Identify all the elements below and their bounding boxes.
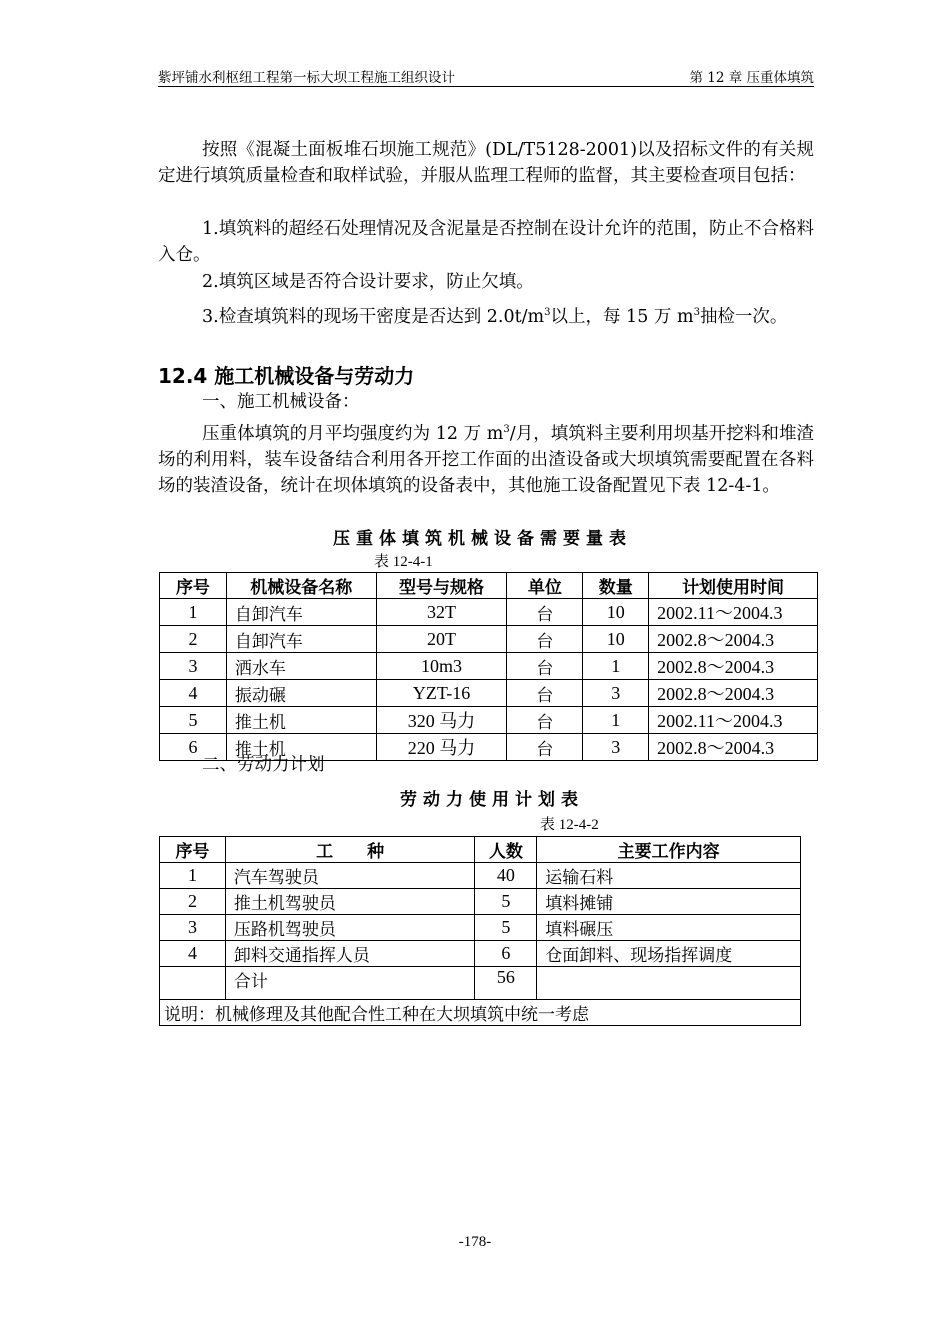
table-cell: 推土机: [226, 707, 376, 734]
column-header: 数量: [583, 573, 649, 599]
table1-title: 压重体填筑机械设备需要量表: [333, 529, 632, 549]
total-label-cell: 合计: [225, 967, 474, 1000]
table-header-row: [160, 837, 801, 863]
table-cell: 2002.8～2004.3: [649, 680, 818, 707]
table-cell: 填料摊铺: [537, 889, 801, 915]
table-cell: 4: [160, 941, 226, 967]
column-header: 工 种: [225, 837, 474, 863]
table-cell: 卸料交通指挥人员: [225, 941, 474, 967]
column-header: 计划使用时间: [649, 573, 818, 599]
table-row: [160, 707, 818, 734]
table-cell: 1: [583, 707, 649, 734]
table-cell: 10: [583, 599, 649, 626]
labor-table: [159, 836, 801, 1026]
table-cell: 6: [475, 941, 537, 967]
column-header: 序号: [160, 573, 227, 599]
table-cell: 1: [583, 653, 649, 680]
table-cell: [537, 967, 801, 1000]
table-cell: 2002.11～2004.3: [649, 707, 818, 734]
subsection-labor: 二、劳动力计划: [202, 755, 325, 775]
table-cell: 自卸汽车: [226, 599, 376, 626]
check-item-1: 1.填筑料的超经石处理情况及含泥量是否控制在设计允许的范围，防止不合格料入仓。: [158, 219, 814, 265]
table-cell: 汽车驾驶员: [225, 863, 474, 889]
column-header: 机械设备名称: [226, 573, 376, 599]
table-total-row: [160, 967, 801, 1000]
table-row: [160, 863, 801, 889]
table-header-row: [160, 573, 818, 599]
table-cell: 洒水车: [226, 653, 376, 680]
table-cell: 10m3: [376, 653, 507, 680]
table-cell: 1: [160, 863, 226, 889]
page-header: [158, 64, 814, 87]
table-cell: 运输石料: [537, 863, 801, 889]
table-note: 说明：机械修理及其他配合性工种在大坝填筑中统一考虑: [160, 1000, 801, 1026]
table-cell: 推土机驾驶员: [225, 889, 474, 915]
table-cell: 自卸汽车: [226, 626, 376, 653]
column-header: 主要工作内容: [537, 837, 801, 863]
table-cell: 3: [160, 915, 226, 941]
total-value-cell: 56: [475, 967, 537, 1000]
table-cell: 5: [475, 915, 537, 941]
column-header: 人数: [475, 837, 537, 863]
table-cell: [160, 967, 226, 1000]
table-cell: 40: [475, 863, 537, 889]
table-row: [160, 626, 818, 653]
column-header: 型号与规格: [376, 573, 507, 599]
table-cell: 台: [507, 599, 583, 626]
table-cell: 2002.8～2004.3: [649, 653, 818, 680]
table-cell: 2002.8～2004.3: [649, 626, 818, 653]
header-document-title: 紫坪铺水利枢纽工程第一标大坝工程施工组织设计: [158, 70, 455, 86]
table-cell: 台: [507, 734, 583, 761]
machinery-paragraph: 压重体填筑的月平均强度约为 12 万 $m^3/$月，填筑料主要利用坝基开挖料和堆渣场的利用料，装车设备结合利用各开挖工作面的出渣设备或大坝填筑需要配置在各料场的装渣设备，统计在坝体填筑的设备表中，其他施工设备配置见下表 12-4-1。: [158, 423, 814, 496]
header-chapter-title: 第 12 章 压重体填筑: [689, 70, 814, 86]
table-row: [160, 599, 818, 626]
column-header: 序号: [160, 837, 226, 863]
table-cell: 20T: [376, 626, 507, 653]
table-cell: 2002.8～2004.3: [649, 734, 818, 761]
check-item-2: 2.填筑区域是否符合设计要求，防止欠填。: [202, 272, 534, 292]
table-cell: 台: [507, 680, 583, 707]
table-row: [160, 941, 801, 967]
table-cell: 台: [507, 707, 583, 734]
table-cell: 320 马力: [376, 707, 507, 734]
table-cell: 压路机驾驶员: [225, 915, 474, 941]
table-cell: 仓面卸料、现场指挥调度: [537, 941, 801, 967]
table-cell: 6: [160, 734, 227, 761]
table2-number: 表 12-4-2: [540, 817, 599, 833]
table-row: [160, 915, 801, 941]
table-cell: 4: [160, 680, 227, 707]
table1-number: 表 12-4-1: [374, 554, 433, 570]
table-cell: 3: [583, 680, 649, 707]
table-cell: 3: [160, 653, 227, 680]
table-row: [160, 889, 801, 915]
check-item-3: 3.检查填筑料的现场干密度是否达到 $2.0t/m^3$以上，每 15 万 $m^3$抽检一次。: [202, 306, 788, 327]
subsection-machinery: 一、施工机械设备：: [202, 392, 360, 412]
table-cell: YZT-16: [376, 680, 507, 707]
table-cell: 220 马力: [376, 734, 507, 761]
table-row: [160, 680, 818, 707]
table-cell: 振动碾: [226, 680, 376, 707]
table-cell: 台: [507, 653, 583, 680]
table-cell: 3: [583, 734, 649, 761]
table-cell: 推土机: [226, 734, 376, 761]
page-number: -178-: [458, 1234, 492, 1250]
intro-paragraph: 按照《混凝土面板堆石坝施工规范》(DL/T5128-2001)以及招标文件的有关规定进行填筑质量检查和取样试验，并服从监理工程师的监督，其主要检查项目包括：: [158, 140, 814, 186]
table-cell: 2002.11～2004.3: [649, 599, 818, 626]
table-cell: 10: [583, 626, 649, 653]
table-cell: 1: [160, 599, 227, 626]
table-cell: 32T: [376, 599, 507, 626]
table-cell: 填料碾压: [537, 915, 801, 941]
table-cell: 2: [160, 626, 227, 653]
table2-title: 劳动力使用计划表: [400, 790, 584, 810]
table-cell: 5: [160, 707, 227, 734]
table-cell: 台: [507, 626, 583, 653]
table-row: [160, 653, 818, 680]
column-header: 单位: [507, 573, 583, 599]
section-heading: 12.4 施工机械设备与劳动力: [158, 364, 415, 388]
table-cell: 5: [475, 889, 537, 915]
machinery-table: [159, 572, 818, 761]
table-cell: 2: [160, 889, 226, 915]
table-note-row: [160, 1000, 801, 1026]
